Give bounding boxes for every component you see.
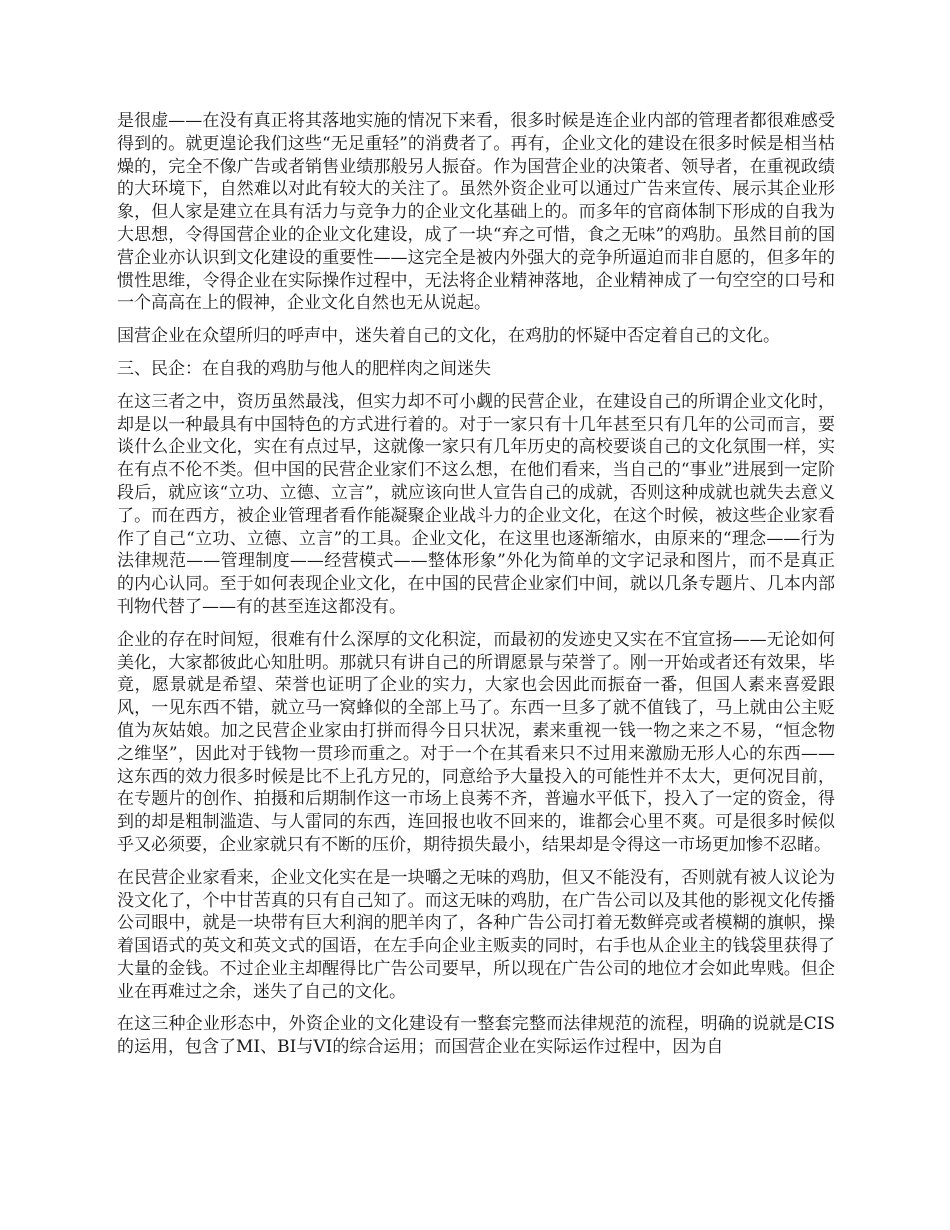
paragraph: 在这三者之中，资历虽然最浅，但实力却不可小觑的民营企业，在建设自己的所谓企业文化时，却是以一种最具有中国特色的方式进行着的。对于一家只有十几年甚至只有几年的公司而言，要谈什么企业文化，实在有点过早，这就像一家只有几年历史的高校要谈自己的文化氛围一样，实在有点不伦不类。但中国的民营企业家们不这么想，在他们看来，当自己的“事业”进展到一定阶段后，就应该“立功、立德、立言”，就应该向世人宣告自己的成就，否则这种成就也就失去意义了。而在西方，被企业管理者看作能凝聚企业战斗力的企业文化，在这个时候，被这些企业家看作了自己“立功、立德、立言”的工具。企业文化，在这里也逐渐缩水，由原来的“理念——行为法律规范——管理制度——经营模式——整体形象”外化为简单的文字记录和图片，而不是真正的内心认同。至于如何表现企业文化，在中国的民营企业家们中间，就以几条专题片、几本内部刊物代替了——有的甚至连这都没有。 bbox=[117, 391, 835, 617]
paragraph: 国营企业在众望所归的呼声中，迷失着自己的文化，在鸡肋的怀疑中否定着自己的文化。 bbox=[117, 326, 780, 347]
paragraph: 企业的存在时间短，很难有什么深厚的文化积淀，而最初的发迹史又实在不宜宣扬——无论如何美化，大家都彼此心知肚明。那就只有讲自己的所谓愿景与荣誉了。刚一开始或者还有效果，毕竟，愿景就是希望、荣誉也证明了企业的实力，大家也会因此而振奋一番，但国人素来喜爱跟风，一见东西不错，就立马一窝蜂似的全部上马了。东西一旦多了就不值钱了，马上就由公主贬值为灰姑娘。加之民营企业家由打拼而得今日只状况，素来重视一钱一物之来之不易，“恒念物之维坚”，因此对于钱物一贯珍而重之。对于一个在其看来只不过用来激励无形人心的东西——这东西的效力很多时候是比不上孔方兄的，同意给予大量投入的可能性并不太大，更何况目前，在专题片的创作、拍摄和后期制作这一市场上良莠不齐，普遍水平低下，投入了一定的资金，得到的却是粗制滥造、与人雷同的东西，连回报也收不回来的，谁都会心里不爽。可是很多时候似乎又必须要，企业家就只有不断的压价，期待损失最小，结果却是令得这一市场更加惨不忍睹。 bbox=[117, 629, 835, 855]
paragraph: 是很虚——在没有真正将其落地实施的情况下来看，很多时候是连企业内部的管理者都很难感受得到的。就更遑论我们这些“无足重轻”的消费者了。再有，企业文化的建设在很多时候是相当枯燥的，完全不像广告或者销售业绩那般另人振奋。作为国营企业的决策者、领导者，在重视政绩的大环境下，自然难以对此有较大的关注了。虽然外资企业可以通过广告来宣传、展示其企业形象，但人家是建立在具有活力与竞争力的企业文化基础上的。而多年的官商体制下形成的自我为大思想，令得国营企业的企业文化建设，成了一块“弃之可惜，食之无味”的鸡肋。虽然目前的国营企业亦认识到文化建设的重要性——这完全是被内外强大的竞争所逼迫而非自愿的，但多年的惯性思维，令得企业在实际操作过程中，无法将企业精神落地，企业精神成了一句空空的口号和一个高高在上的假神，企业文化自然也无从说起。 bbox=[117, 111, 835, 314]
paragraph: 在民营企业家看来，企业文化实在是一块嚼之无味的鸡肋，但又不能没有，否则就有被人议论为没文化了，个中甘苦真的只有自己知了。而这无味的鸡肋，在广告公司以及其他的影视文化传播公司眼中，就是一块带有巨大利润的肥羊肉了，各种广告公司打着无数鲜亮或者模糊的旗帜，操着国语式的英文和英文式的国语，在左手向企业主贩卖的同时，右手也从企业主的钱袋里获得了大量的金钱。不过企业主却醒得比广告公司要早，所以现在广告公司的地位才会如此卑贱。但企业在再难过之余，迷失了自己的文化。 bbox=[117, 867, 835, 1002]
paragraph: 在这三种企业形态中，外资企业的文化建设有一整套完整而法律规范的流程，明确的说就是CIS的运用，包含了MI、BI与VI的综合运用；而国营企业在实际运作过程中，因为自 bbox=[117, 1014, 835, 1058]
section-heading: 三、民企：在自我的鸡肋与他人的肥样肉之间迷失 bbox=[117, 358, 491, 379]
document-page bbox=[117, 110, 835, 1069]
